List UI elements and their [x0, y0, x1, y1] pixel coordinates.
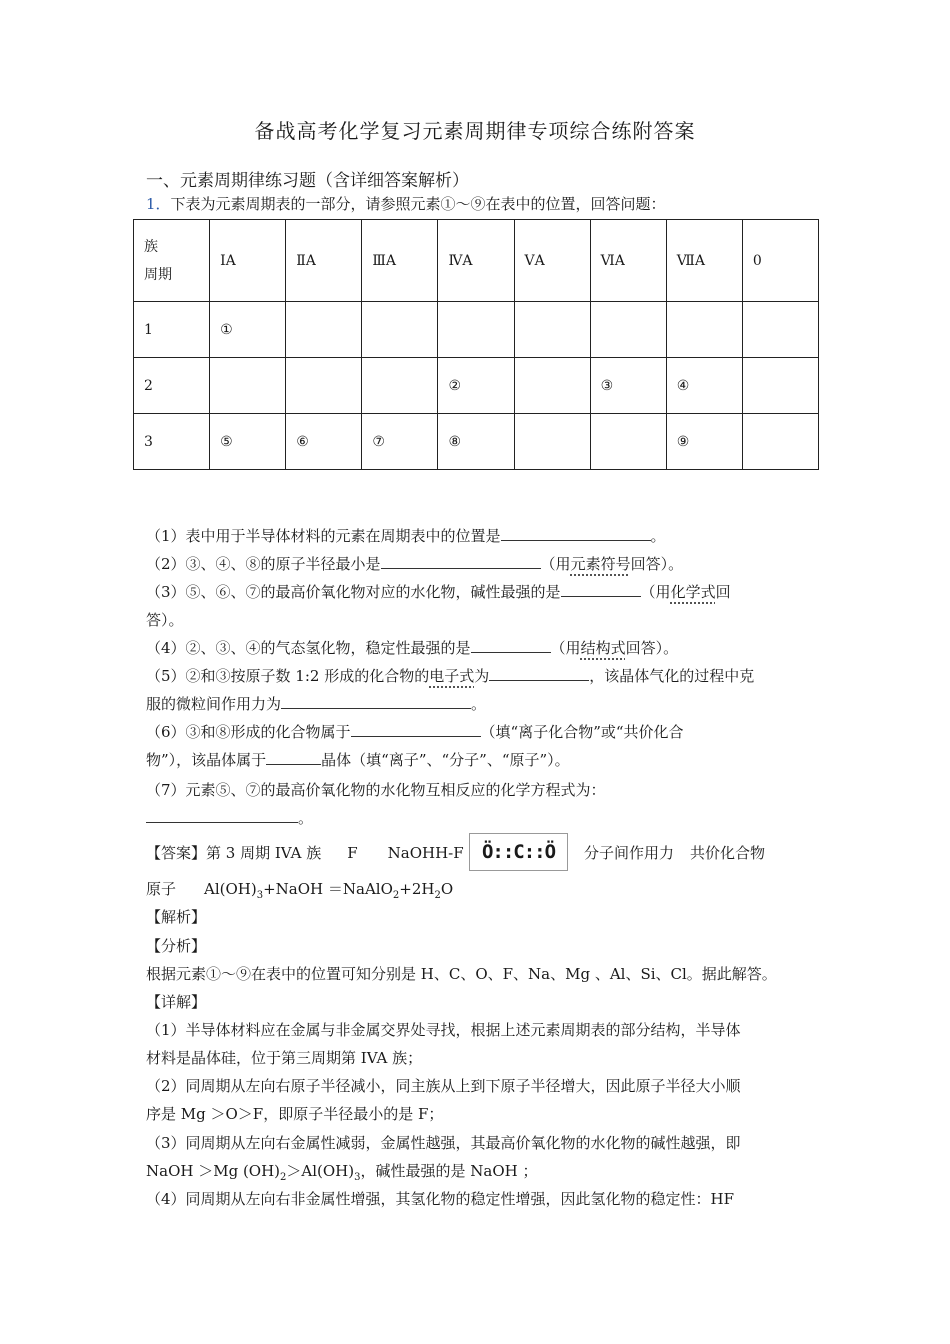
period-label: 1: [134, 302, 210, 358]
answer-2: F: [347, 844, 358, 862]
question-stem: [146, 193, 666, 214]
answer-equation: $Al(OH)_3+NaOH$ $=NaAlO_2+2H_2O$: [204, 880, 454, 901]
answer-blank: [266, 750, 321, 765]
subquestion-6: （6）③和⑧形成的化合物属于 （填“离子化合物”或“共价化合: [146, 723, 684, 741]
corner-cell: [134, 220, 210, 302]
table-cell: [742, 358, 818, 414]
group-header: ⅣA: [438, 220, 514, 302]
table-cell: [286, 302, 362, 358]
answer-5: 分子间作用力: [584, 844, 675, 862]
subquestion-1: （1）表中用于半导体材料的元素在周期表中的位置是 。: [146, 527, 666, 545]
table-cell: [286, 358, 362, 414]
answer-blank: [471, 638, 551, 653]
fenxi-heading: 【分析】: [146, 937, 207, 955]
detail-2a: （2）同周期从左向右原子半径减小，同主族从上到下原子半径增大，因此原子半径大小顺: [146, 1077, 741, 1095]
periodic-table: [133, 219, 819, 470]
answer-label: 【答案】: [146, 844, 207, 862]
answer-line-3: [146, 878, 453, 901]
group-header: ⅤA: [514, 220, 590, 302]
table-row: [134, 414, 819, 470]
table-cell: ⑥: [286, 414, 362, 470]
table-cell: [362, 358, 438, 414]
subquestion-7: （7）元素⑤、⑦的最高价氧化物的水化物互相反应的化学方程式为：: [146, 781, 606, 799]
table-cell: ⑨: [666, 414, 742, 470]
table-cell: [742, 414, 818, 470]
section-heading: 一、元素周期律练习题（含详细答案解析）: [146, 171, 469, 191]
table-cell: ⑦: [362, 414, 438, 470]
answer-line-2: [584, 842, 765, 863]
table-cell: [514, 414, 590, 470]
corner-group-label: 族: [144, 238, 158, 255]
detail-4a: （4）同周期从左向右非金属性增强，其氢化物的稳定性增强，因此氢化物的稳定性：HF: [146, 1190, 735, 1208]
table-row: [134, 302, 819, 358]
xiangjie-heading: 【详解】: [146, 993, 207, 1011]
group-header: ⅠA: [210, 220, 286, 302]
table-cell: [514, 358, 590, 414]
jiexi-heading: 【解析】: [146, 908, 207, 926]
detail-3b: NaOH ＞Mg $(OH)_2>Al(OH)_3$，碱性最强的是 NaOH ；: [146, 1162, 538, 1183]
subquestion-5-cont: 服的微粒间作用力为 。: [146, 695, 487, 713]
group-header: ⅡA: [286, 220, 362, 302]
answer-blank: [561, 582, 641, 597]
subquestion-3: （3）⑤、⑥、⑦的最高价氧化物对应的水化物，碱性最强的是 （用化学式回: [146, 583, 731, 601]
table-cell: ①: [210, 302, 286, 358]
table-cell: ②: [438, 358, 514, 414]
group-header: 0: [742, 220, 818, 302]
table-cell: [514, 302, 590, 358]
table-cell: ③: [590, 358, 666, 414]
period-label: 2: [134, 358, 210, 414]
answer-6: 共价化合物: [690, 844, 766, 862]
answer-blank: [281, 694, 471, 709]
table-cell: [742, 302, 818, 358]
table-cell: [666, 302, 742, 358]
answer-blank: [351, 722, 481, 737]
period-label: 3: [134, 414, 210, 470]
table-cell: ⑤: [210, 414, 286, 470]
electron-formula-image: Ö::C::Ö: [469, 833, 568, 871]
table-cell: [438, 302, 514, 358]
table-cell: [590, 302, 666, 358]
detail-3a: （3）同周期从左向右金属性减弱，金属性越强，其最高价氧化物的水化物的碱性越强，即: [146, 1134, 741, 1152]
subquestion-4: （4）②、③、④的气态氢化物，稳定性最强的是 （用结构式回答）。: [146, 639, 679, 657]
table-cell: [590, 414, 666, 470]
page-title: 备战高考化学复习元素周期律专项综合练附答案: [254, 119, 696, 143]
group-header: ⅢA: [362, 220, 438, 302]
table-cell: [362, 302, 438, 358]
answer-line: [146, 842, 464, 863]
subquestion-5: （5）②和③按原子数 1:2 形成的化合物的电子式为 ，该晶体气化的过程中克: [146, 667, 755, 685]
answer-blank: [146, 808, 298, 823]
detail-1a: （1）半导体材料应在金属与非金属交界处寻找，根据上述元素周期表的部分结构，半导体: [146, 1021, 741, 1039]
fenxi-text: 根据元素①～⑨在表中的位置可知分别是 H、C、O、F、Na、Mg 、Al、Si、Cl。据此解答。: [146, 965, 777, 983]
corner-period-label: 周期: [144, 266, 172, 283]
answer-4: H-F: [435, 844, 464, 862]
table-cell: ⑧: [438, 414, 514, 470]
answer-3: NaOH: [387, 844, 436, 862]
table-row: [134, 358, 819, 414]
table-cell: [210, 358, 286, 414]
detail-2b: 序是 Mg ＞O＞F，即原子半径最小的是 F；: [146, 1105, 444, 1123]
subquestion-3-cont: 答）。: [146, 611, 184, 629]
subquestion-7-cont: 。: [146, 807, 313, 828]
subquestion-2: （2）③、④、⑧的原子半径最小是 （用元素符号回答）。: [146, 555, 684, 573]
group-header: ⅦA: [666, 220, 742, 302]
answer-7: 原子: [146, 880, 177, 898]
subquestion-6-cont: 物”），该晶体属于 晶体（填“离子”、“分子”、“原子”）。: [146, 751, 570, 769]
answer-blank: [489, 666, 589, 681]
table-cell: ④: [666, 358, 742, 414]
question-text: 下表为元素周期表的一部分，请参照元素①～⑨在表中的位置，回答问题：: [170, 195, 666, 213]
table-header-row: [134, 220, 819, 302]
group-header: ⅥA: [590, 220, 666, 302]
question-number: 1．: [146, 195, 171, 213]
answer-blank: [381, 554, 541, 569]
answer-blank: [501, 526, 651, 541]
detail-1b: 材料是晶体硅，位于第三周期第 IVA 族；: [146, 1049, 423, 1067]
answer-1: 第 3 周期 IVA 族: [206, 844, 322, 862]
